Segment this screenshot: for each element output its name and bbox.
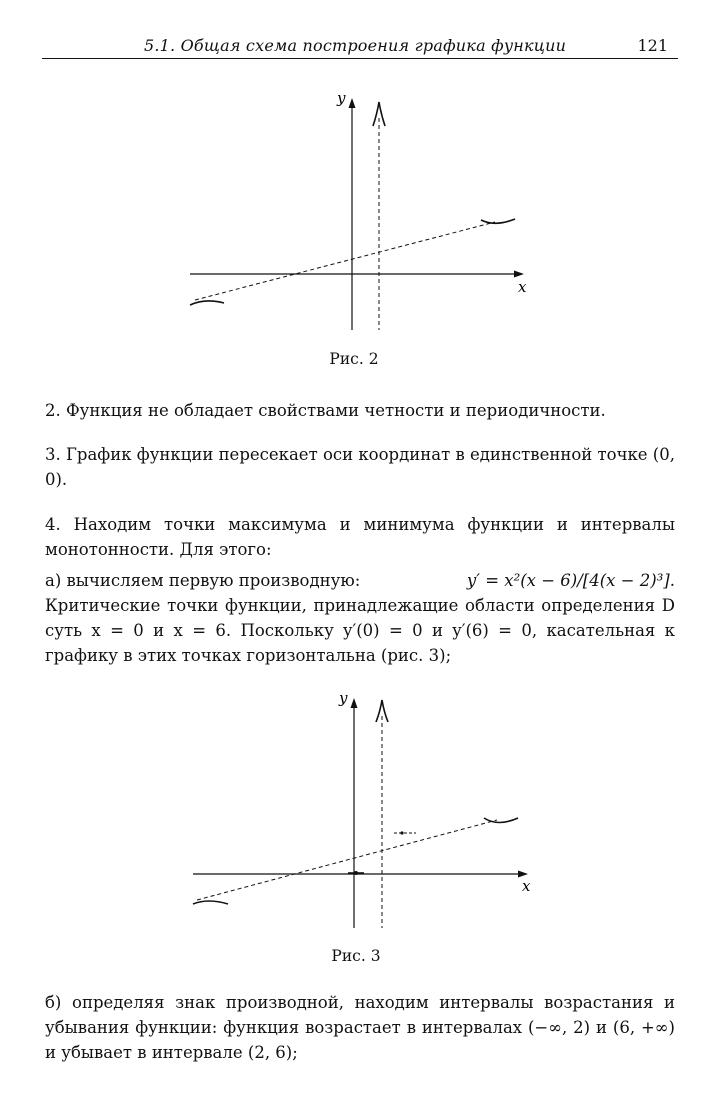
curve-end-left	[193, 901, 228, 904]
paragraph-a-line2: Критические точки функции, принадлежащие области определения	[45, 596, 656, 615]
oblique-asymptote	[197, 820, 497, 900]
paragraph-a-intro: а) вычисляем первую производную:	[45, 571, 361, 590]
figure-2-caption: Рис. 2	[329, 350, 379, 368]
x-axis-label: x	[522, 877, 531, 895]
derivative-formula: y′ = x²(x − 6)/[4(x − 2)³].	[466, 571, 675, 590]
y-axis-label: y	[337, 89, 346, 107]
y-axis-label: y	[339, 689, 348, 707]
paragraph-a-rest: D суть x = 0 и x = 6. Поскольку y′(0) = 0 и y′(6) = 0, касательная к графику в этих точках горизонтальна (рис. 3);	[45, 596, 675, 665]
paragraph-3: 3. График функции пересекает оси координат в единственной точке (0, 0).	[45, 445, 675, 489]
x-axis-label: x	[518, 278, 527, 296]
paragraph-b: б) определяя знак производной, находим интервалы возрастания и убывания функции: функция возрастает в интервалах (−∞, 2) и (6, +∞) и убывает в интервале (2, 6);	[45, 993, 675, 1062]
paragraph-2: 2. Функция не обладает свойствами четности и периодичности.	[45, 401, 606, 420]
page-number: 121	[637, 36, 668, 55]
paragraph-4: 4. Находим точки максимума и минимума функции и интервалы монотонности. Для этого:	[45, 515, 675, 559]
y-axis-arrow-icon	[351, 698, 358, 708]
running-header-title: 5.1. Общая схема построения графика функции	[144, 36, 567, 55]
figure-3-caption: Рис. 3	[331, 947, 381, 965]
critical-point-x6	[400, 831, 403, 834]
